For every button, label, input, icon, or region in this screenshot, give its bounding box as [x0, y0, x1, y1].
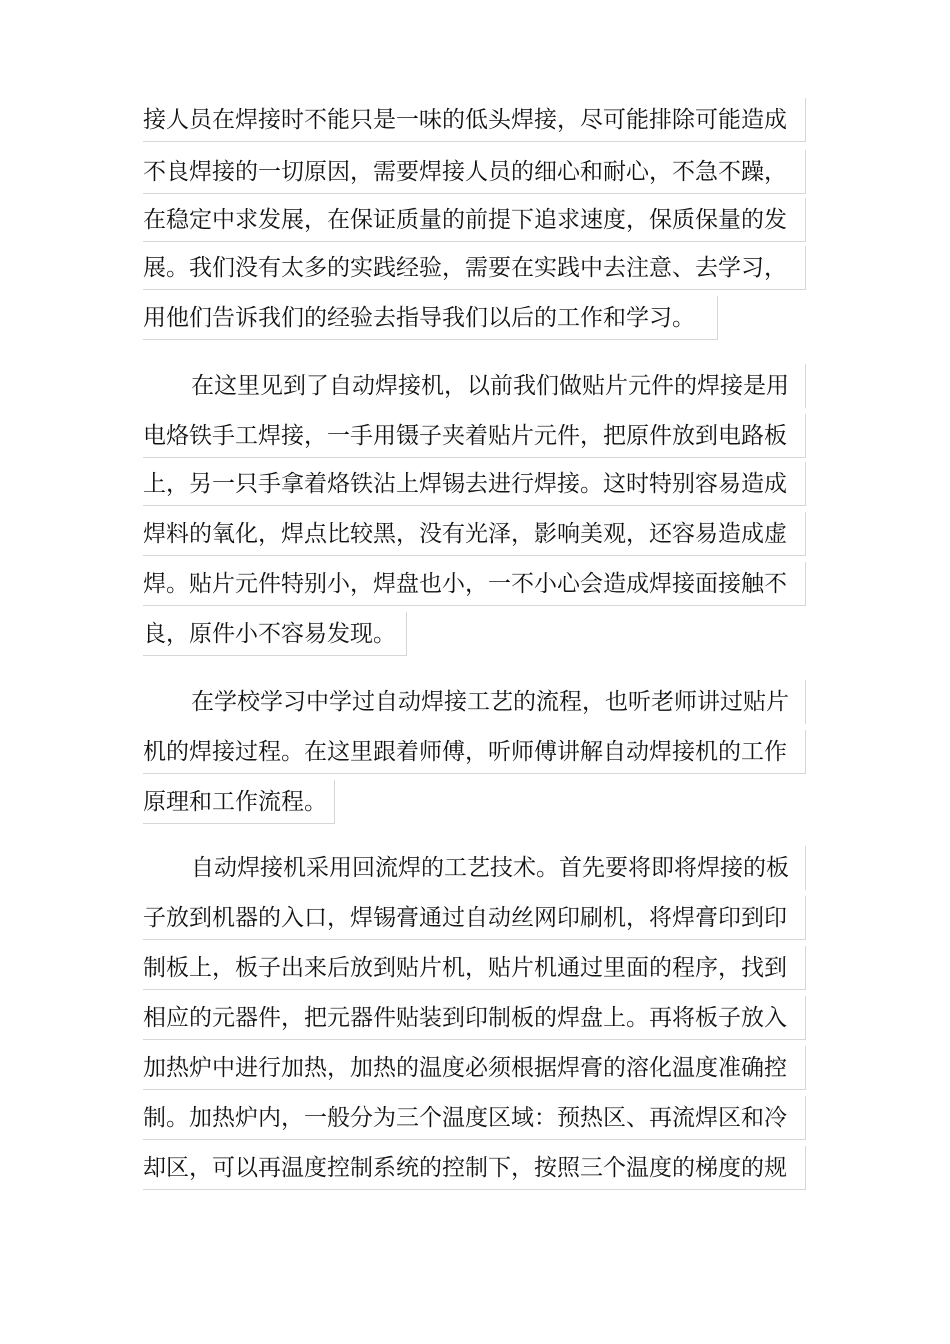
text-line: 接人员在焊接时不能只是一味的低头焊接，尽可能排除可能造成 [143, 98, 806, 142]
text-line-indented: 自动焊接机采用回流焊的工艺技术。首先要将即将焊接的板 [143, 846, 806, 890]
text-line: 相应的元器件，把元器件贴装到印制板的焊盘上。再将板子放入 [143, 996, 806, 1040]
text-line: 上，另一只手拿着烙铁沾上焊锡去进行焊接。这时特别容易造成 [143, 462, 806, 506]
text-line: 却区，可以再温度控制系统的控制下，按照三个温度的梯度的规 [143, 1146, 806, 1190]
text-line: 机的焊接过程。在这里跟着师傅，听师傅讲解自动焊接机的工作 [143, 730, 806, 774]
text-line: 加热炉中进行加热，加热的温度必须根据焊膏的溶化温度准确控 [143, 1046, 806, 1090]
text-line: 原理和工作流程。 [143, 780, 335, 824]
text-line: 电烙铁手工焊接，一手用镊子夹着贴片元件，把原件放到电路板 [143, 414, 806, 458]
text-line: 焊。贴片元件特别小，焊盘也小，一不小心会造成焊接面接触不 [143, 562, 806, 606]
text-line: 用他们告诉我们的经验去指导我们以后的工作和学习。 [143, 296, 718, 340]
text-line-indented: 在这里见到了自动焊接机，以前我们做贴片元件的焊接是用 [143, 364, 806, 408]
text-line: 焊料的氧化，焊点比较黑，没有光泽，影响美观，还容易造成虚 [143, 512, 806, 556]
text-line: 良，原件小不容易发现。 [143, 612, 407, 656]
text-line: 制。加热炉内，一般分为三个温度区域：预热区、再流焊区和冷 [143, 1096, 806, 1140]
text-line: 子放到机器的入口，焊锡膏通过自动丝网印刷机，将焊膏印到印 [143, 896, 806, 940]
text-line: 制板上，板子出来后放到贴片机，贴片机通过里面的程序，找到 [143, 946, 806, 990]
text-line-indented: 在学校学习中学过自动焊接工艺的流程，也听老师讲过贴片 [143, 680, 806, 724]
text-line: 展。我们没有太多的实践经验，需要在实践中去注意、去学习， [143, 246, 806, 290]
text-line: 不良焊接的一切原因，需要焊接人员的细心和耐心，不急不躁， [143, 150, 806, 194]
text-line: 在稳定中求发展，在保证质量的前提下追求速度，保质保量的发 [143, 198, 806, 242]
